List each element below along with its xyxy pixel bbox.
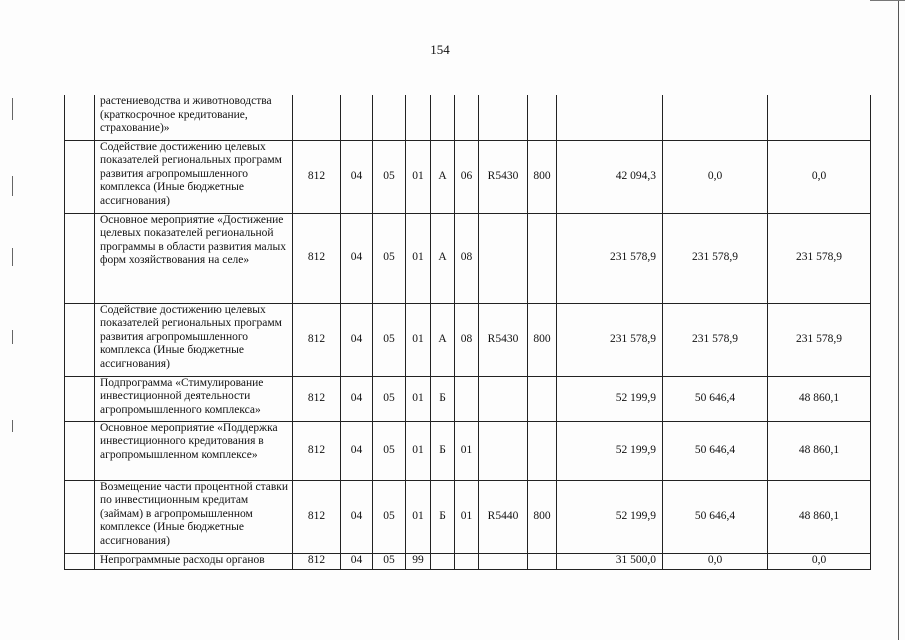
direction-cell: R5440 bbox=[479, 480, 528, 553]
expense-type-cell: 800 bbox=[528, 303, 557, 376]
ministry-code-cell: 812 bbox=[293, 421, 341, 480]
sum-year3-cell: 0,0 bbox=[768, 553, 871, 569]
section-cell: 04 bbox=[341, 480, 373, 553]
row-name-cell: Содействие достижению целевых показателей региональных программ развития агропромышленного комплекса (Иные бюджетные ассигнования) bbox=[95, 140, 293, 213]
row-name-cell: Основное мероприятие «Поддержка инвестиционного кредитования в агропромышленном комплексе» bbox=[95, 421, 293, 480]
scan-edge-top bbox=[870, 0, 905, 1]
event-cell: 01 bbox=[455, 480, 479, 553]
ministry-code-cell: 812 bbox=[293, 553, 341, 569]
expense-type-cell bbox=[528, 95, 557, 140]
program-cell: 01 bbox=[406, 421, 431, 480]
sum-year1-cell: 42 094,3 bbox=[557, 140, 663, 213]
section-cell: 04 bbox=[341, 421, 373, 480]
event-cell: 08 bbox=[455, 213, 479, 303]
row-name-cell: растениеводства и животноводства (краткосрочное кредитование, страхование)» bbox=[95, 95, 293, 140]
expense-type-cell: 800 bbox=[528, 480, 557, 553]
direction-cell bbox=[479, 95, 528, 140]
ministry-code-cell: 812 bbox=[293, 213, 341, 303]
row-margin-cell bbox=[65, 553, 95, 569]
sum-year1-cell: 231 578,9 bbox=[557, 303, 663, 376]
subsection-cell: 05 bbox=[373, 421, 406, 480]
table-row bbox=[65, 140, 871, 213]
sum-year2-cell: 231 578,9 bbox=[663, 303, 768, 376]
subsection-cell: 05 bbox=[373, 140, 406, 213]
event-cell bbox=[455, 95, 479, 140]
direction-cell bbox=[479, 213, 528, 303]
subprogram-cell: Б bbox=[431, 480, 455, 553]
scan-tick bbox=[12, 176, 13, 196]
expense-type-cell bbox=[528, 376, 557, 421]
direction-cell bbox=[479, 376, 528, 421]
event-cell bbox=[455, 553, 479, 569]
page-number: 154 bbox=[430, 42, 450, 57]
subsection-cell bbox=[373, 95, 406, 140]
row-margin-cell bbox=[65, 303, 95, 376]
section-cell: 04 bbox=[341, 213, 373, 303]
sum-year1-cell: 52 199,9 bbox=[557, 421, 663, 480]
program-cell: 01 bbox=[406, 480, 431, 553]
row-margin-cell bbox=[65, 376, 95, 421]
program-cell bbox=[406, 95, 431, 140]
program-cell: 01 bbox=[406, 140, 431, 213]
sum-year3-cell: 48 860,1 bbox=[768, 421, 871, 480]
section-cell bbox=[341, 95, 373, 140]
subsection-cell: 05 bbox=[373, 480, 406, 553]
expense-type-cell bbox=[528, 421, 557, 480]
direction-cell bbox=[479, 421, 528, 480]
table-row bbox=[65, 376, 871, 421]
row-margin-cell bbox=[65, 140, 95, 213]
sum-year1-cell: 52 199,9 bbox=[557, 376, 663, 421]
subsection-cell: 05 bbox=[373, 213, 406, 303]
event-cell: 06 bbox=[455, 140, 479, 213]
sum-year2-cell bbox=[663, 95, 768, 140]
program-cell: 99 bbox=[406, 553, 431, 569]
program-cell: 01 bbox=[406, 376, 431, 421]
subprogram-cell: А bbox=[431, 303, 455, 376]
table-row bbox=[65, 421, 871, 480]
direction-cell: R5430 bbox=[479, 140, 528, 213]
sum-year2-cell: 231 578,9 bbox=[663, 213, 768, 303]
program-cell: 01 bbox=[406, 303, 431, 376]
subprogram-cell bbox=[431, 553, 455, 569]
row-name-cell: Непрограммные расходы органов bbox=[95, 553, 293, 569]
budget-table bbox=[64, 95, 871, 570]
sum-year1-cell: 52 199,9 bbox=[557, 480, 663, 553]
ministry-code-cell bbox=[293, 95, 341, 140]
row-margin-cell bbox=[65, 421, 95, 480]
ministry-code-cell: 812 bbox=[293, 303, 341, 376]
row-margin-cell bbox=[65, 480, 95, 553]
scan-tick bbox=[12, 98, 13, 120]
row-name-cell: Подпрограмма «Стимулирование инвестиционной деятельности агропромышленного комплекса» bbox=[95, 376, 293, 421]
subsection-cell: 05 bbox=[373, 303, 406, 376]
direction-cell: R5430 bbox=[479, 303, 528, 376]
sum-year3-cell: 48 860,1 bbox=[768, 376, 871, 421]
direction-cell bbox=[479, 553, 528, 569]
sum-year3-cell: 231 578,9 bbox=[768, 303, 871, 376]
event-cell: 01 bbox=[455, 421, 479, 480]
sum-year2-cell: 0,0 bbox=[663, 553, 768, 569]
sum-year3-cell: 231 578,9 bbox=[768, 213, 871, 303]
sum-year2-cell: 50 646,4 bbox=[663, 421, 768, 480]
table-row bbox=[65, 95, 871, 140]
subprogram-cell: Б bbox=[431, 376, 455, 421]
subprogram-cell: А bbox=[431, 140, 455, 213]
table-row bbox=[65, 213, 871, 303]
expense-type-cell bbox=[528, 213, 557, 303]
row-margin-cell bbox=[65, 213, 95, 303]
row-name-cell: Возмещение части процентной ставки по инвестиционным кредитам (займам) в агропромышленном комплексе (Иные бюджетные ассигнования) bbox=[95, 480, 293, 553]
sum-year1-cell: 231 578,9 bbox=[557, 213, 663, 303]
subprogram-cell: А bbox=[431, 213, 455, 303]
event-cell: 08 bbox=[455, 303, 479, 376]
table-row bbox=[65, 553, 871, 569]
sum-year2-cell: 0,0 bbox=[663, 140, 768, 213]
event-cell bbox=[455, 376, 479, 421]
sum-year1-cell bbox=[557, 95, 663, 140]
program-cell: 01 bbox=[406, 213, 431, 303]
expense-type-cell: 800 bbox=[528, 140, 557, 213]
sum-year2-cell: 50 646,4 bbox=[663, 376, 768, 421]
subprogram-cell: Б bbox=[431, 421, 455, 480]
row-name-cell: Содействие достижению целевых показателей региональных программ развития агропромышленного комплекса (Иные бюджетные ассигнования) bbox=[95, 303, 293, 376]
table-row bbox=[65, 303, 871, 376]
expense-type-cell bbox=[528, 553, 557, 569]
subprogram-cell bbox=[431, 95, 455, 140]
row-name-cell: Основное мероприятие «Достижение целевых показателей региональной программы в области развития малых форм хозяйствования на селе» bbox=[95, 213, 293, 303]
section-cell: 04 bbox=[341, 553, 373, 569]
row-margin-cell bbox=[65, 95, 95, 140]
scan-edge-right bbox=[898, 0, 899, 640]
sum-year1-cell: 31 500,0 bbox=[557, 553, 663, 569]
scan-tick bbox=[12, 330, 13, 344]
section-cell: 04 bbox=[341, 376, 373, 421]
sum-year3-cell bbox=[768, 95, 871, 140]
ministry-code-cell: 812 bbox=[293, 140, 341, 213]
subsection-cell: 05 bbox=[373, 553, 406, 569]
scan-tick bbox=[12, 248, 13, 266]
sum-year2-cell: 50 646,4 bbox=[663, 480, 768, 553]
section-cell: 04 bbox=[341, 303, 373, 376]
scan-tick bbox=[12, 420, 13, 432]
table-row bbox=[65, 480, 871, 553]
subsection-cell: 05 bbox=[373, 376, 406, 421]
ministry-code-cell: 812 bbox=[293, 480, 341, 553]
ministry-code-cell: 812 bbox=[293, 376, 341, 421]
sum-year3-cell: 48 860,1 bbox=[768, 480, 871, 553]
section-cell: 04 bbox=[341, 140, 373, 213]
sum-year3-cell: 0,0 bbox=[768, 140, 871, 213]
